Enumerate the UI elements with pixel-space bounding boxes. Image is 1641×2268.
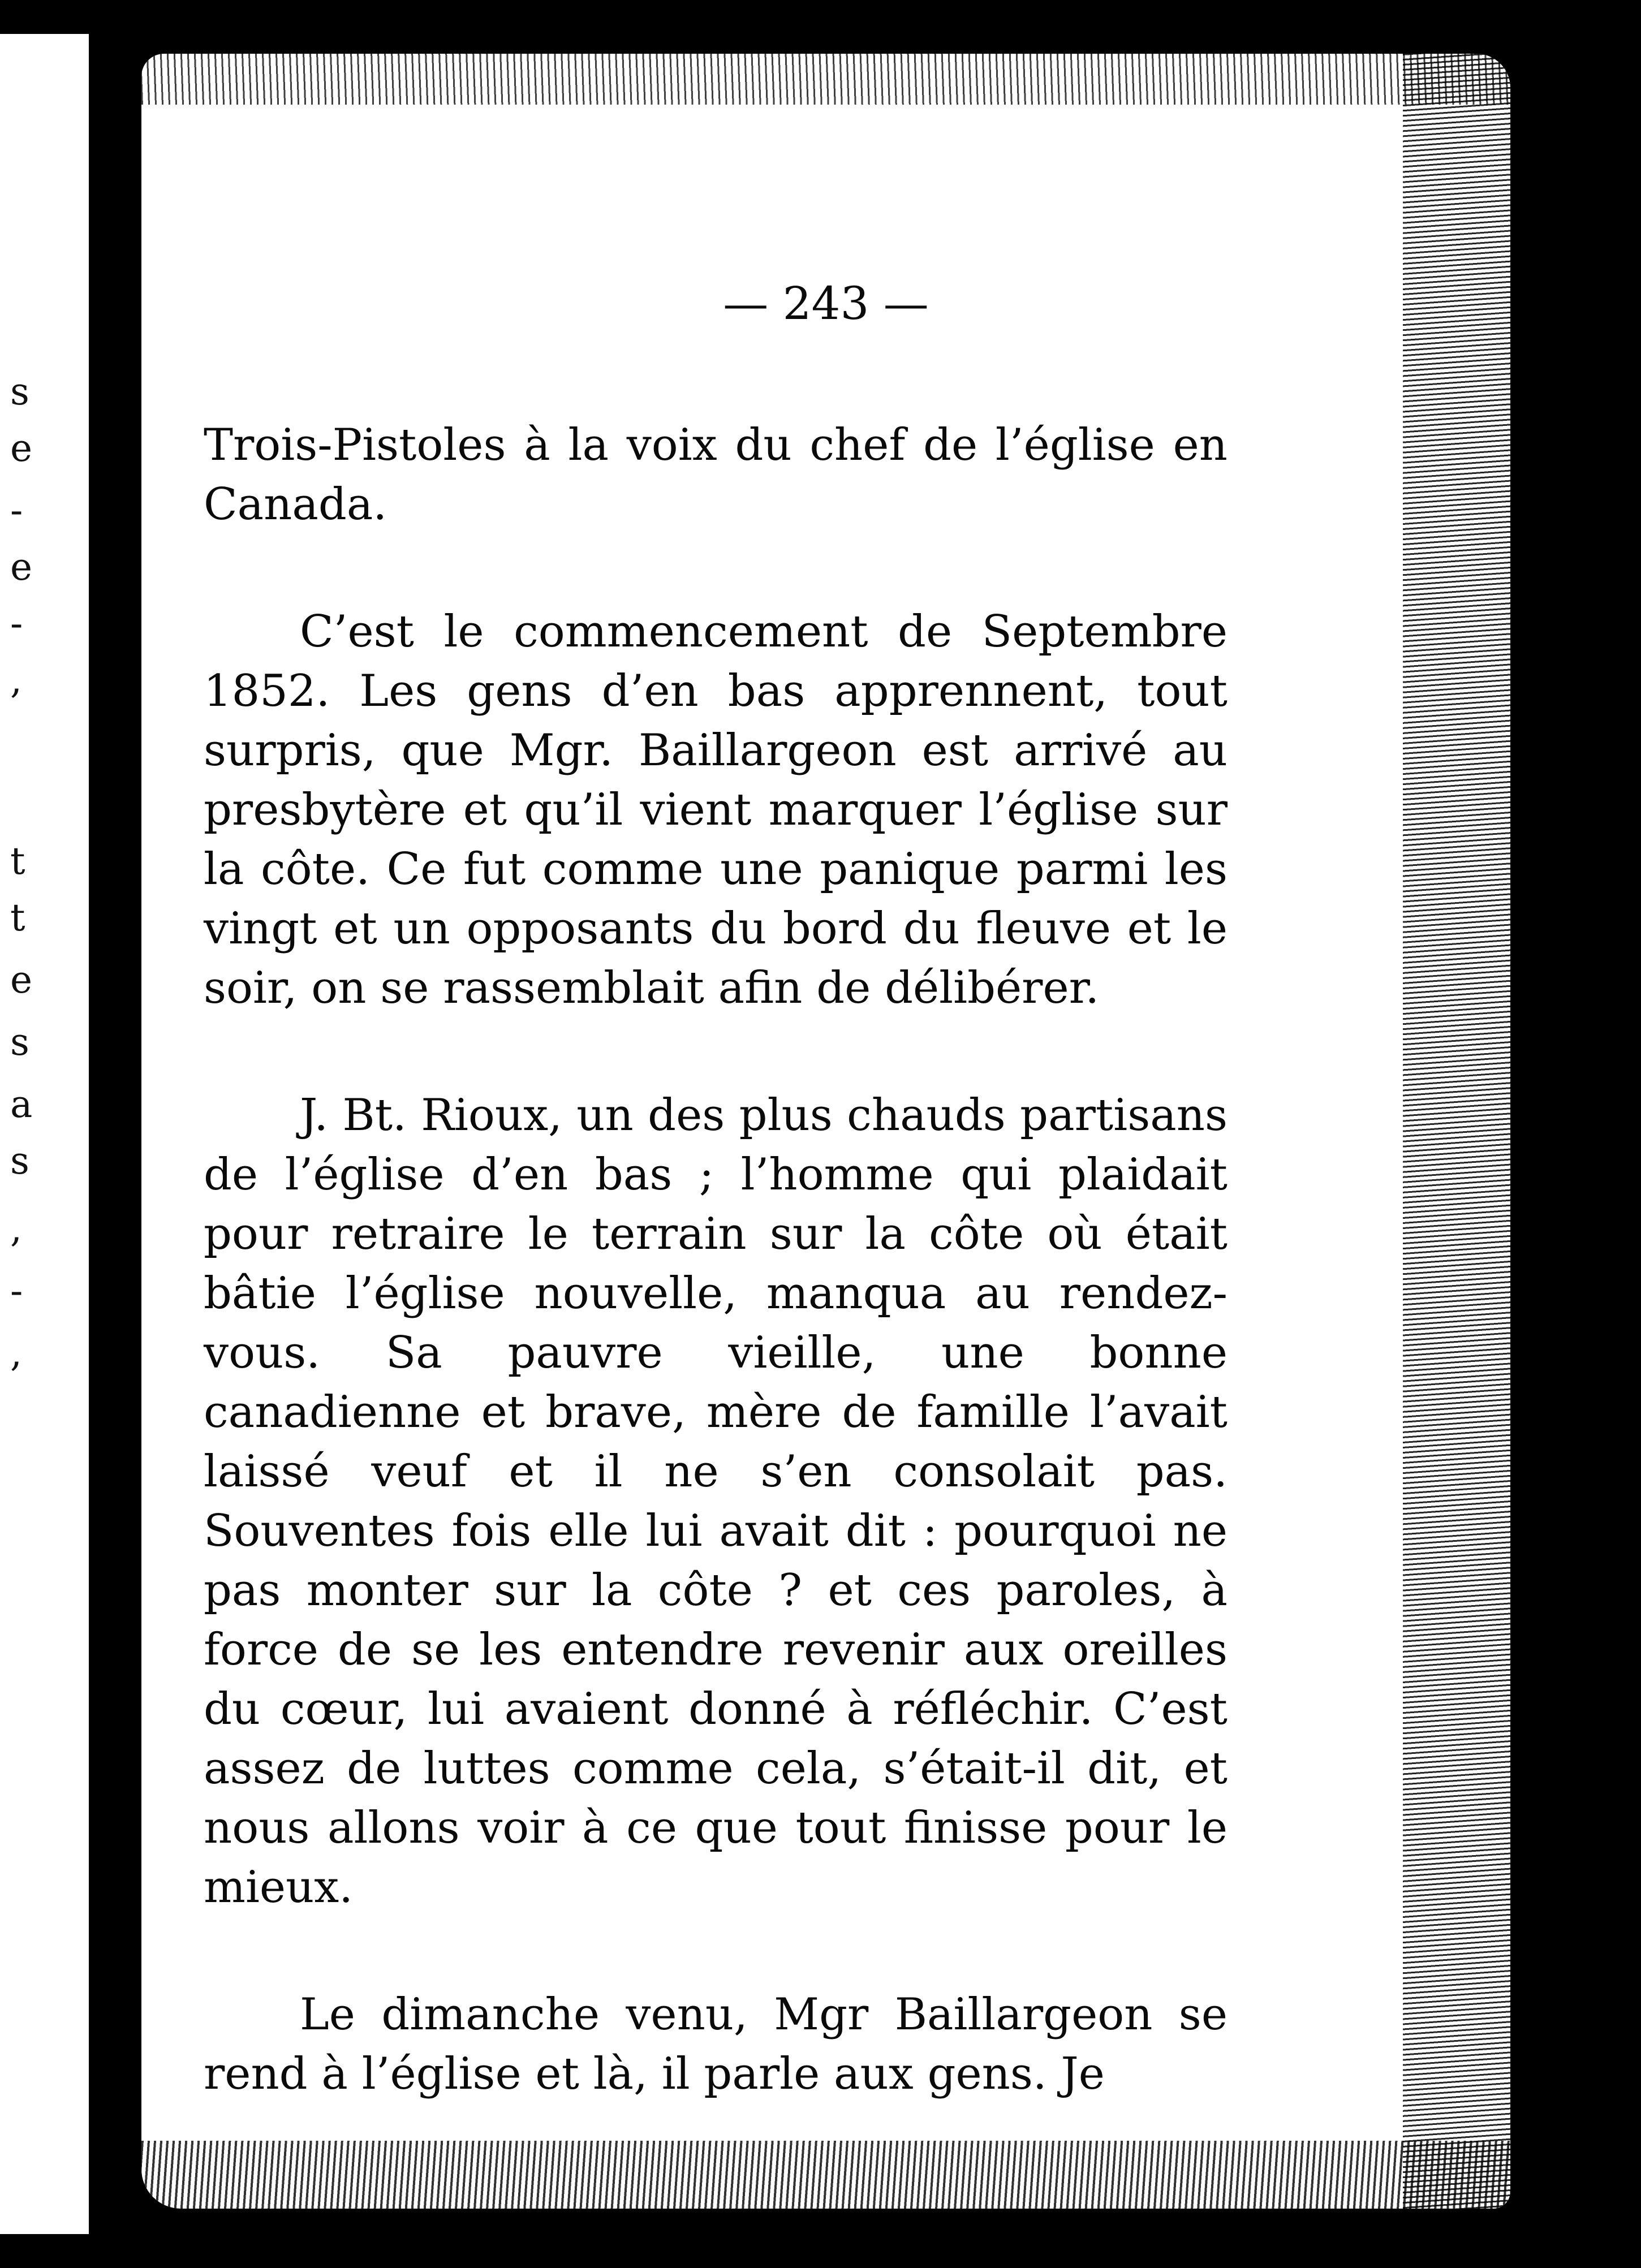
body-text [204, 416, 1227, 2104]
facing-page-edge [0, 34, 116, 2234]
facing-page-fragment: t [10, 839, 25, 883]
paragraph: Trois-Pistoles à la voix du chef de l’église en Canada. [204, 420, 1227, 530]
paragraph: C’est le commencement de Septembre 1852. Les gens d’en bas apprennent, tout surpris, que Mgr. Baillargeon est arrivé au presbytère et qu’il vient marquer l’église sur la côte. Ce fut comme une panique parmi les vingt et un opposants du bord du fleuve et le soir, on se rassemblait afin de délibérer. [204, 606, 1227, 1014]
scan-noise-bottom [141, 2141, 1510, 2209]
facing-page-fragment: s [10, 370, 29, 413]
facing-page-fragment: e [10, 958, 33, 1002]
facing-page-fragment: - [10, 1269, 23, 1313]
facing-page-fragment: , [10, 1331, 22, 1375]
facing-page-fragment: - [10, 489, 23, 532]
facing-page-fragment: t [10, 896, 25, 939]
page-number: — 243 — [723, 277, 929, 330]
book-gutter [89, 34, 116, 2234]
scan-noise-top [141, 54, 1510, 105]
facing-page-fragment: s [10, 1020, 29, 1064]
paragraph: J. Bt. Rioux, un des plus chauds partisans de l’église d’en bas ; l’homme qui plaidait pour retraire le terrain sur la côte où était bâtie l’église nouvelle, manqua au rendez-vous. Sa pauvre vieille, une bonne canadienne et brave, mère de famille l’avait laissé veuf et il ne s’en consolait pas. Souventes fois elle lui avait dit : pourquoi ne pas monter sur la côte ? et ces paroles, à force de se les entendre revenir aux oreilles du cœur, lui avaient donné à réfléchir. C’est assez de luttes comme cela, s’était-il dit, et nous allons voir à ce que tout finisse pour le mieux. [204, 1090, 1227, 1913]
book-page [141, 54, 1510, 2209]
facing-page-fragment: , [10, 1207, 22, 1251]
scan-noise-right [1403, 54, 1510, 2209]
facing-page-fragment: s [10, 1139, 29, 1183]
facing-page-fragment: , [10, 658, 22, 702]
facing-page-fragment: a [10, 1083, 33, 1126]
facing-page-fragment: - [10, 602, 23, 645]
facing-page-fragment: e [10, 426, 33, 470]
facing-page-fragment: e [10, 545, 33, 589]
paragraph: Le dimanche venu, Mgr Baillargeon se rend à l’église et là, il parle aux gens. Je [204, 1989, 1227, 2099]
